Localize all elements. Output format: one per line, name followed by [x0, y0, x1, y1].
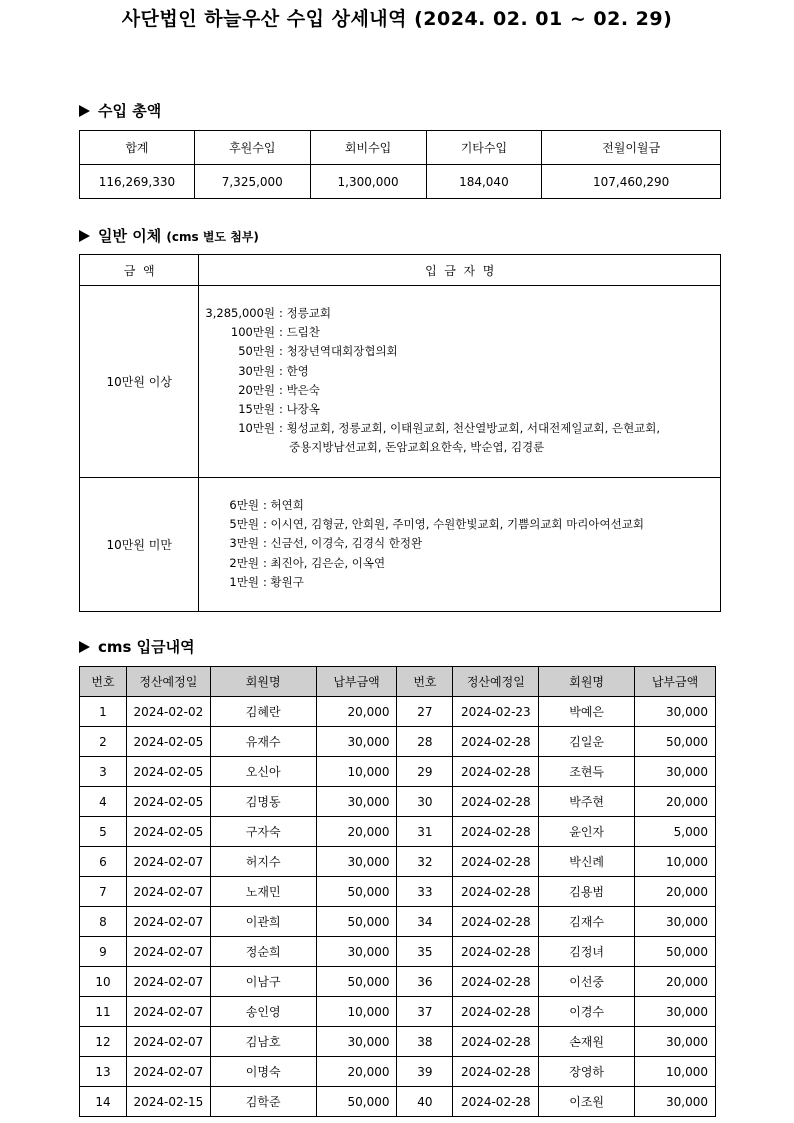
cms-header-cell: 회원명 [210, 667, 316, 697]
settlement-date: 2024-02-28 [453, 727, 539, 757]
table-row [80, 1087, 716, 1117]
cms-header-cell: 납부금액 [635, 667, 716, 697]
settlement-date: 2024-02-28 [453, 787, 539, 817]
member-name: 조현득 [539, 757, 635, 787]
settlement-date: 2024-02-05 [126, 787, 210, 817]
entry-amount: 100만원 [230, 325, 276, 340]
member-name: 노재민 [210, 877, 316, 907]
cms-header-cell: 회원명 [539, 667, 635, 697]
member-name: 박주현 [539, 787, 635, 817]
under-names [199, 478, 721, 612]
table-row [80, 1057, 716, 1087]
entry-names: : 박은숙 [279, 382, 320, 397]
member-name: 이명숙 [210, 1057, 316, 1087]
amount-header: 금 액 [80, 255, 199, 286]
row-number: 12 [80, 1027, 127, 1057]
payment-amount: 20,000 [316, 697, 397, 727]
entry-amount: 2만원 [229, 555, 259, 570]
payment-amount: 50,000 [316, 877, 397, 907]
settlement-date: 2024-02-28 [453, 967, 539, 997]
entry-amount: 5만원 [229, 517, 259, 532]
row-number: 2 [80, 727, 127, 757]
table-row [80, 697, 716, 727]
table-row [80, 967, 716, 997]
payment-amount: 50,000 [635, 937, 716, 967]
table-row [80, 877, 716, 907]
row-number: 11 [80, 997, 127, 1027]
entry-amount: 15만원 [238, 402, 276, 417]
entry-amount: 6만원 [229, 498, 259, 512]
payment-amount: 50,000 [316, 1087, 397, 1117]
transfer-under-row [80, 478, 721, 612]
table-row [80, 787, 716, 817]
payment-amount: 50,000 [635, 727, 716, 757]
entry-names: : 나장옥 [279, 402, 320, 417]
member-name: 김정녀 [539, 937, 635, 967]
row-number: 33 [397, 877, 453, 907]
row-number: 4 [80, 787, 127, 817]
member-name: 이관희 [210, 907, 316, 937]
summary-table [79, 130, 721, 199]
payment-amount: 10,000 [316, 997, 397, 1027]
cms-header-row [80, 667, 716, 697]
payment-amount: 30,000 [635, 1027, 716, 1057]
triangle-right-icon [79, 105, 90, 117]
member-name: 김일운 [539, 727, 635, 757]
settlement-date: 2024-02-07 [126, 967, 210, 997]
entry-names: : 황원구 [262, 574, 304, 589]
row-number: 37 [397, 997, 453, 1027]
payment-amount: 30,000 [316, 727, 397, 757]
settlement-date: 2024-02-07 [126, 1057, 210, 1087]
row-number: 32 [397, 847, 453, 877]
cms-header-cell: 정산예정일 [453, 667, 539, 697]
transfer-table [79, 254, 721, 612]
member-name: 김명동 [210, 787, 316, 817]
transfer-over-row [80, 286, 721, 478]
entry-names: : 횡성교회, 정릉교회, 이태원교회, 천산열방교회, 서대전제일교회, 은현교회, [279, 421, 661, 436]
member-name: 구자숙 [210, 817, 316, 847]
row-number: 13 [80, 1057, 127, 1087]
member-name: 윤인자 [539, 817, 635, 847]
settlement-date: 2024-02-23 [453, 697, 539, 727]
row-number: 39 [397, 1057, 453, 1087]
settlement-date: 2024-02-28 [453, 997, 539, 1027]
entry-names: : 드림찬 [279, 325, 320, 340]
payment-amount: 20,000 [316, 817, 397, 847]
settlement-date: 2024-02-28 [453, 1087, 539, 1117]
cms-header-cell: 번호 [80, 667, 127, 697]
member-name: 유재수 [210, 727, 316, 757]
entry-amount: 30만원 [238, 363, 276, 378]
under-entries [229, 496, 720, 592]
row-number: 40 [397, 1087, 453, 1117]
payment-amount: 30,000 [635, 907, 716, 937]
row-number: 34 [397, 907, 453, 937]
settlement-date: 2024-02-07 [126, 907, 210, 937]
payment-amount: 30,000 [316, 937, 397, 967]
cms-table [79, 666, 716, 1117]
payment-amount: 30,000 [635, 757, 716, 787]
entry-names: : 최진아, 김은순, 이옥연 [262, 555, 386, 570]
summary-value-cell: 184,040 [426, 165, 542, 199]
table-row [80, 907, 716, 937]
row-number: 7 [80, 877, 127, 907]
row-number: 36 [397, 967, 453, 997]
under-label: 10만원 미만 [80, 478, 199, 612]
payment-amount: 20,000 [635, 877, 716, 907]
entry-amount: 3만원 [229, 536, 259, 551]
payment-amount: 30,000 [635, 997, 716, 1027]
transfer-header-row [80, 255, 721, 286]
transfer-heading [79, 225, 259, 246]
entry-amount: 10만원 [238, 421, 276, 436]
row-number: 35 [397, 937, 453, 967]
summary-header-cell: 합계 [80, 131, 195, 165]
settlement-date: 2024-02-07 [126, 937, 210, 967]
payment-amount: 10,000 [316, 757, 397, 787]
member-name: 정순희 [210, 937, 316, 967]
settlement-date: 2024-02-28 [453, 1057, 539, 1087]
table-row [80, 1027, 716, 1057]
entry-names: : 한영 [279, 363, 309, 378]
summary-heading-text: 수입 총액 [98, 102, 162, 120]
member-name: 허지수 [210, 847, 316, 877]
over-entries [205, 304, 720, 458]
payment-amount: 30,000 [316, 847, 397, 877]
settlement-date: 2024-02-05 [126, 727, 210, 757]
triangle-right-icon [79, 230, 90, 242]
summary-header-row [80, 131, 721, 165]
entry-names-continued: 중용지방남선교회, 돈암교회요한속, 박순엽, 김경룬 [289, 440, 545, 455]
table-row [80, 757, 716, 787]
entry-amount: 20만원 [238, 382, 276, 397]
entry-names: : 허연희 [262, 498, 304, 512]
settlement-date: 2024-02-07 [126, 1027, 210, 1057]
settlement-date: 2024-02-28 [453, 817, 539, 847]
member-name: 김용범 [539, 877, 635, 907]
row-number: 14 [80, 1087, 127, 1117]
row-number: 8 [80, 907, 127, 937]
summary-value-cell: 7,325,000 [194, 165, 310, 199]
settlement-date: 2024-02-05 [126, 757, 210, 787]
summary-header-cell: 전월이월금 [542, 131, 721, 165]
table-row [80, 847, 716, 877]
entry-amount: 1만원 [229, 574, 259, 589]
summary-header-cell: 회비수입 [310, 131, 426, 165]
cms-header-cell: 번호 [397, 667, 453, 697]
cms-body [80, 697, 716, 1117]
row-number: 28 [397, 727, 453, 757]
member-name: 이조원 [539, 1087, 635, 1117]
row-number: 27 [397, 697, 453, 727]
payment-amount: 50,000 [316, 967, 397, 997]
settlement-date: 2024-02-28 [453, 937, 539, 967]
member-name: 이경수 [539, 997, 635, 1027]
settlement-date: 2024-02-28 [453, 847, 539, 877]
payment-amount: 10,000 [635, 1057, 716, 1087]
cms-heading-text: cms 입금내역 [98, 638, 195, 656]
settlement-date: 2024-02-28 [453, 1027, 539, 1057]
payment-amount: 30,000 [635, 1087, 716, 1117]
payment-amount: 20,000 [316, 1057, 397, 1087]
settlement-date: 2024-02-05 [126, 817, 210, 847]
entry-names: : 이시연, 김형균, 안희원, 주미영, 수원한빛교회, 기쁨의교회 마리아여선교회 [262, 517, 644, 532]
member-name: 장영하 [539, 1057, 635, 1087]
transfer-heading-text: 일반 이체 [98, 227, 162, 245]
member-name: 김남호 [210, 1027, 316, 1057]
payment-amount: 30,000 [635, 697, 716, 727]
row-number: 31 [397, 817, 453, 847]
table-row [80, 997, 716, 1027]
member-name: 김재수 [539, 907, 635, 937]
summary-value-row [80, 165, 721, 199]
cms-heading [79, 636, 195, 657]
row-number: 1 [80, 697, 127, 727]
row-number: 30 [397, 787, 453, 817]
member-name: 이선중 [539, 967, 635, 997]
row-number: 3 [80, 757, 127, 787]
row-number: 6 [80, 847, 127, 877]
cms-header-cell: 정산예정일 [126, 667, 210, 697]
settlement-date: 2024-02-28 [453, 757, 539, 787]
member-name: 박신례 [539, 847, 635, 877]
cms-header-cell: 납부금액 [316, 667, 397, 697]
summary-value-cell: 1,300,000 [310, 165, 426, 199]
member-name: 송인영 [210, 997, 316, 1027]
member-name: 손재원 [539, 1027, 635, 1057]
over-label: 10만원 이상 [80, 286, 199, 478]
summary-value-cell: 107,460,290 [542, 165, 721, 199]
member-name: 오신아 [210, 757, 316, 787]
payment-amount: 50,000 [316, 907, 397, 937]
settlement-date: 2024-02-15 [126, 1087, 210, 1117]
payment-amount: 30,000 [316, 787, 397, 817]
settlement-date: 2024-02-28 [453, 907, 539, 937]
summary-value-cell: 116,269,330 [80, 165, 195, 199]
row-number: 5 [80, 817, 127, 847]
entry-names: : 청장년역대회장협의회 [279, 344, 398, 359]
payment-amount: 20,000 [635, 967, 716, 997]
member-name: 김혜란 [210, 697, 316, 727]
table-row [80, 937, 716, 967]
triangle-right-icon [79, 641, 90, 653]
member-name: 김학준 [210, 1087, 316, 1117]
settlement-date: 2024-02-02 [126, 697, 210, 727]
row-number: 9 [80, 937, 127, 967]
row-number: 29 [397, 757, 453, 787]
over-names [199, 286, 721, 478]
entry-names: : 신금선, 이경숙, 김경식 한정완 [262, 536, 423, 551]
member-name: 박예은 [539, 697, 635, 727]
entry-amount: 50만원 [238, 344, 276, 359]
table-row [80, 727, 716, 757]
entry-amount: 3,285,000원 [205, 306, 276, 320]
member-name: 이남구 [210, 967, 316, 997]
payment-amount: 30,000 [316, 1027, 397, 1057]
summary-header-cell: 후원수입 [194, 131, 310, 165]
table-row [80, 817, 716, 847]
payment-amount: 20,000 [635, 787, 716, 817]
row-number: 10 [80, 967, 127, 997]
names-header: 입 금 자 명 [199, 255, 721, 286]
summary-header-cell: 기타수입 [426, 131, 542, 165]
page-title: 사단법인 하늘우산 수입 상세내역 (2024. 02. 01 ~ 02. 29) [121, 8, 673, 30]
summary-heading [79, 100, 161, 121]
settlement-date: 2024-02-07 [126, 997, 210, 1027]
settlement-date: 2024-02-07 [126, 877, 210, 907]
transfer-heading-note: (cms 별도 첨부) [166, 230, 259, 244]
row-number: 38 [397, 1027, 453, 1057]
settlement-date: 2024-02-07 [126, 847, 210, 877]
payment-amount: 10,000 [635, 847, 716, 877]
entry-names: : 정릉교회 [279, 306, 332, 320]
payment-amount: 5,000 [635, 817, 716, 847]
settlement-date: 2024-02-28 [453, 877, 539, 907]
